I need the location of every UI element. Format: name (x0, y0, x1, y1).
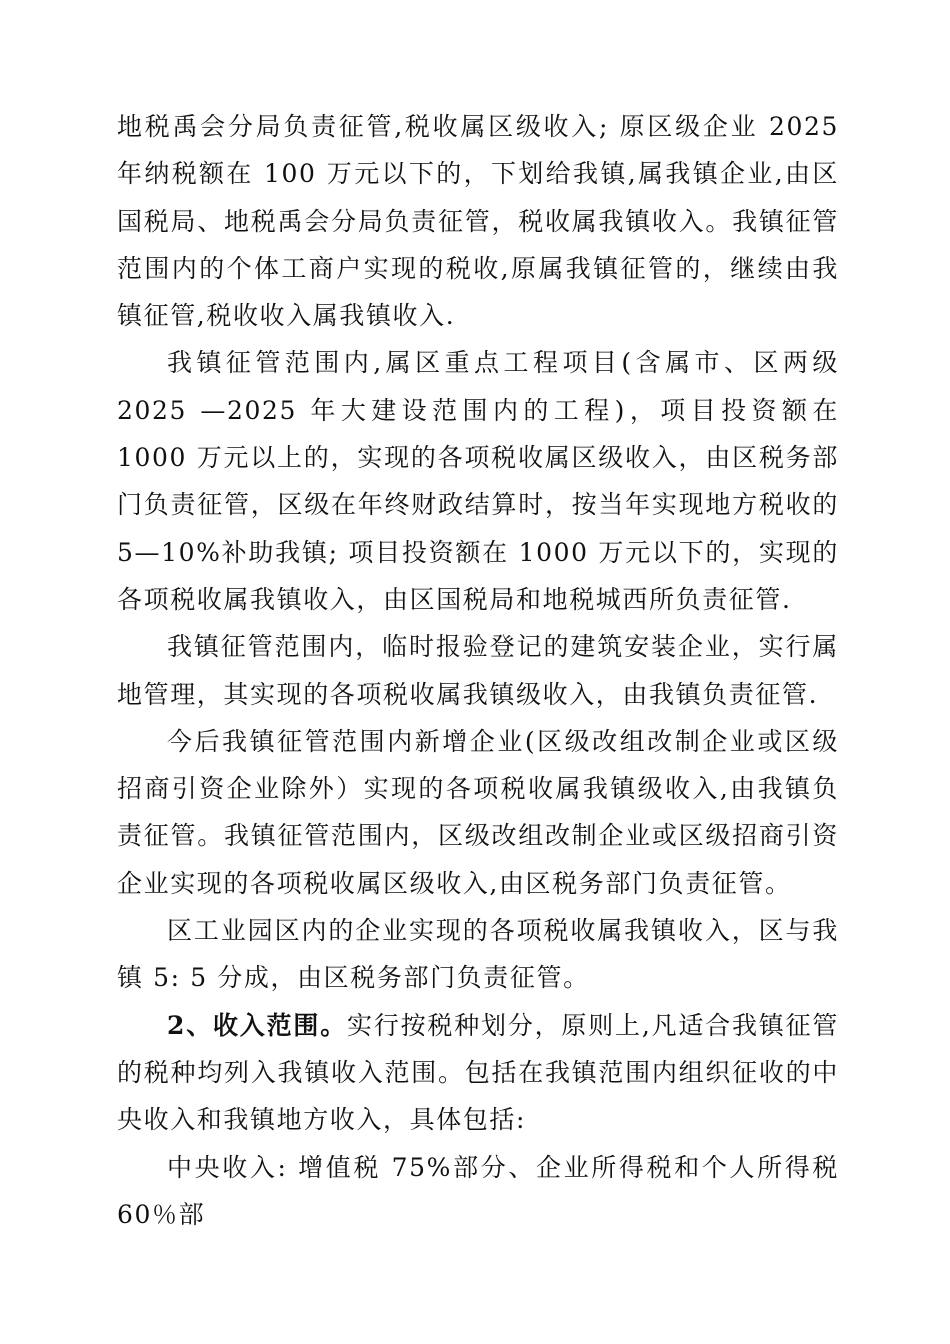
paragraph-6 (117, 1002, 839, 1144)
paragraph-text: 今后我镇征管范围内新增企业(区级改组改制企业或区级招商引资企业除外）实现的各项税收属我镇级收入,由我镇负责征管。我镇征管范围内，区级改组改制企业或区级招商引资企业实现的各项税收属区级收入,由区税务部门负责征管。 (117, 726, 839, 898)
paragraph-text: 地税禹会分局负责征管,税收属区级收入; 原区级企业 2025 年纳税额在 100 万元以下的，下划给我镇,属我镇企业,由区国税局、地税禹会分局负责征管，税收属我镇收入。我镇征管范围内的个体工商户实现的税收,原属我镇征管的，继续由我镇征管,税收收入属我镇收入. (117, 112, 839, 331)
paragraph-1 (117, 103, 839, 339)
paragraph-3 (117, 623, 839, 718)
paragraph-7 (117, 1144, 839, 1239)
document-body (117, 103, 839, 1238)
paragraph-text: 实行按税种划分，原则上,凡适合我镇征管的税种均列入我镇收入范围。包括在我镇范围内组织征收的中央收入和我镇地方收入，具体包括: (117, 1010, 839, 1135)
paragraph-2 (117, 339, 839, 623)
paragraph-4 (117, 718, 839, 907)
paragraph-text: 区工业园区内的企业实现的各项税收属我镇收入，区与我镇 5: 5 分成，由区税务部门负责征管。 (117, 916, 839, 993)
paragraph-text: 中央收入: 增值税 75%部分、企业所得税和个人所得税 60％部 (117, 1152, 839, 1229)
section-heading: 2、收入范围。 (167, 1010, 348, 1040)
paragraph-5 (117, 907, 839, 1002)
paragraph-text: 我镇征管范围内，临时报验登记的建筑安装企业，实行属地管理，其实现的各项税收属我镇级收入，由我镇负责征管. (117, 632, 839, 709)
paragraph-text: 我镇征管范围内,属区重点工程项目(含属市、区两级 2025 —2025 年大建设范围内的工程)，项目投资额在 1000 万元以上的，实现的各项税收属区级收入，由区税务部门负责征管，区级在年终财政结算时，按当年实现地方税收的 5—10%补助我镇; 项目投资额在 1000 万元以下的，实现的各项税收属我镇收入，由区国税局和地税城西所负责征管. (117, 348, 839, 614)
